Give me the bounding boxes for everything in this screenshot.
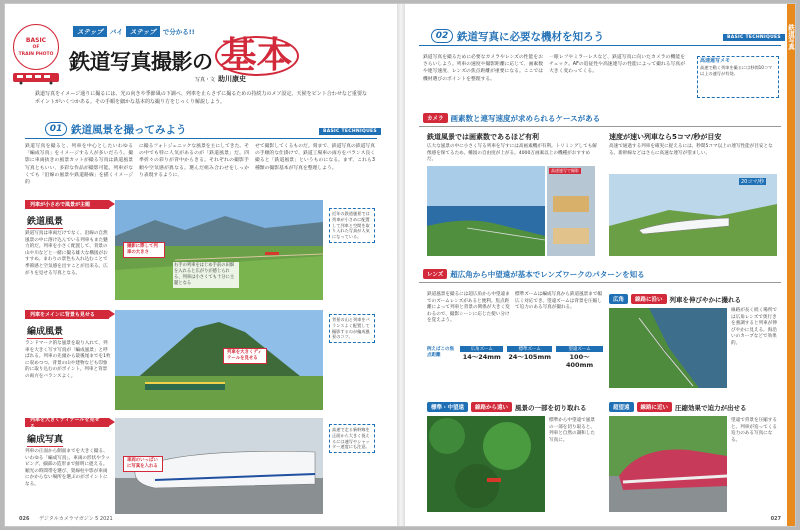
- section2-title: 鉄道写真に必要な機材を知ろう: [457, 30, 604, 43]
- magazine-spread: [4, 3, 796, 527]
- photo-fast-train: [609, 174, 777, 256]
- photo-std-forest: [427, 416, 545, 512]
- focal-tele-value: 100〜400mm: [566, 353, 594, 369]
- camera-bar-text: 画素数と連写速度が求められるケースがある: [450, 113, 601, 123]
- wide-header: [609, 294, 741, 304]
- std-title: 風景の一部を切り取れる: [515, 403, 587, 412]
- focal-wide-label: 広角ズーム: [460, 346, 503, 352]
- side-tab: [787, 4, 796, 526]
- item2-note: 背景の山と列車をバランスよく配置して撮影するのが編成風景のコツ。: [329, 314, 375, 343]
- side-tab-label: 鉄道写真: [787, 24, 795, 50]
- kicker-tail: で分かる!!: [162, 28, 195, 36]
- left-page-number: 026: [19, 516, 30, 522]
- author-label: 写真・文: [195, 76, 216, 83]
- lens-body: 鉄道風景を撮るには超広角から中望遠までのズームレンズがあると便利。焦点距離によって列車と背景の関係が大きく変わるので、撮影シーンに応じた使い分けを覚えよう。: [427, 292, 510, 324]
- tele-chip1: 超望遠: [609, 402, 634, 412]
- item1-body: 鉄道写真は車両だけでなく、沿線の自然風景の中に溶け込んでいる列車もまた魅力的だ。列車を小さく配置して、背景の山や川などと一緒に撮る雄大な構図がおすすめ。まわりの景色も入れ込むことで季節感と空気感を出すことが出来る。広がりを見せる写真となる。: [25, 231, 108, 276]
- std-chip1: 標準・中望遠: [427, 402, 468, 412]
- photo-wide-coast: [609, 308, 727, 388]
- focal-std-label: 標準ズーム: [507, 346, 552, 352]
- lens-rule: [419, 282, 781, 283]
- focal-label-intro: 例えばこの焦点距離: [427, 347, 454, 358]
- item3-callout: 車両のいっぱいに写真を入れる: [123, 456, 163, 472]
- focal-std: [507, 346, 552, 369]
- focal-std-value: 24〜105mm: [508, 353, 552, 361]
- item2-subhead: 列車をメインに背景も見せる: [25, 310, 109, 319]
- section1-rule: [25, 138, 377, 139]
- basic-badge: [13, 24, 59, 70]
- section1-col3: せて撮影してくるものだ。刻まで、鉄道写真の鉄道写真の手順的な仕掛けで、鉄道工場車の両方をバランス良く撮ると「鉄道風景」というものになる。まず、これら3種類の撮影基本が写真を整理しよう。: [255, 144, 375, 171]
- camera-bar: [423, 112, 600, 124]
- std-chip2: 線路から遠い: [471, 402, 512, 412]
- section1-col2: に撮るフォトジェニックな風景を主にしてきた。その中でも特に人気があるのが「鉄道風景」だ。四季折々の彩りが背中からきる。それぞれの撮影手順や空気感が異なる。選んだ組み合わせをしっかり表現するように、: [139, 144, 249, 178]
- memo-box: [697, 56, 779, 98]
- section2-header: [431, 28, 604, 44]
- photo-coast-wide: [427, 166, 545, 256]
- right-page-number: 027: [770, 516, 781, 522]
- inset2-label: 20コマ/秒: [741, 179, 765, 185]
- wide-title: 列車を伸びやかに撮れる: [669, 295, 742, 304]
- right-intro: 鉄道写真を撮るために必要なカメラやレンズの性能をおさらいしよう。列車の速度や撮影距離に応じて、画素数や連写速度、レンズの焦点距離が重要になる。ここでは機材選びのポイントを整理する。: [423, 55, 543, 82]
- title-big: 基本: [215, 36, 299, 76]
- std-body: 標準から中望遠で風景の一部を切り取ると、列車と自然の調和した写真に。: [549, 418, 595, 443]
- item3-category: 編成写真: [27, 432, 63, 447]
- item1-callout: 撮影に際して列車の大きさ: [123, 242, 165, 258]
- lens-chip: レンズ: [423, 269, 447, 279]
- photo-formation-landscape: [115, 310, 323, 410]
- title-main: 鉄道写真撮影の: [69, 50, 213, 74]
- case1-body: 広大な風景の中に小さく写る列車を写すには高画素機が有利。トリミングしても解像感を保てるため、構図の自由度が上がる。4000万画素以上の機種がおすすめだ。: [427, 144, 597, 163]
- item3-body: 列車の正面から側面までを大きく撮る、いわゆる「編成写真」。車両の形状やラッピング、細部の造形まで鮮明に捉える。順光の時間帯を選び、架線柱や影が車両にかからない場所を選ぶのがポイントになる。: [25, 449, 110, 487]
- item3-subhead: 列車を大きくディテールを見せる: [25, 418, 109, 427]
- tele-header: [609, 402, 747, 412]
- focal-wide-value: 14〜24mm: [462, 353, 501, 361]
- case2-title: 速度が速い列車なら5コマ/秒が目安: [609, 133, 722, 141]
- tele-chip2: 線路に近い: [637, 402, 673, 412]
- author-name: 助川康史: [218, 75, 247, 83]
- focal-tele: [556, 346, 603, 369]
- intro-text: 鉄道写真をイメージ通りに撮るには、光の向きや季節風の下調べ、列車を止らさずに撮るための持続力のメソ設定、天候をピント合わせなど重要なポイントがいくつかある。その手順を細かな基本的な撮り方をじっくり解説しよう。: [35, 91, 367, 105]
- item2-category: 編成風景: [27, 324, 63, 339]
- photo-tele-komachi: [609, 416, 727, 512]
- wide-body: 線路が長く続く場所では広角レンズで奥行きを強調すると列車が伸びやかに見える。海沿いのカーブなどで効果的。: [731, 308, 777, 346]
- std-header: [427, 402, 587, 412]
- item2-callout: 列車を大きくディテールを見せる: [223, 348, 267, 364]
- kicker-step1: ステップ: [73, 26, 107, 37]
- tele-title: 圧縮効果で迫力が出せる: [675, 403, 747, 412]
- item1-caption: 右手の列車をはじめ手前の田畑を入れると広がりが感じられる、列車は小さくても十分に主題となる: [173, 262, 239, 288]
- right-intro2: 一眼レフやミラーレスなど、鉄道写真に向いたカメラの機能をチェック。AFの追従性や高速連写の性能によって撮れる写真が大きく変わってくる。: [549, 55, 685, 75]
- section1-header: [45, 121, 187, 137]
- page-title: [69, 36, 299, 76]
- camera-rule: [419, 126, 781, 127]
- left-footer: デジタルカメラマガジン 5 2021: [39, 516, 113, 522]
- badge-line3: TRAIN PHOTO: [18, 51, 54, 57]
- kicker-step2: ステップ: [126, 26, 160, 37]
- tele-body: 望遠で背景を圧縮すると、列車が迫ってくる迫力のある写真になる。: [731, 418, 777, 443]
- focal-tele-label: 望遠ズーム: [556, 346, 603, 352]
- badge-line1: BASIC: [25, 36, 47, 44]
- wide-chip2: 線路に沿い: [631, 294, 667, 304]
- left-page: [5, 4, 397, 526]
- section2-tag: BASIC TECHNIQUES: [723, 34, 785, 41]
- focal-table: [427, 346, 603, 369]
- item1-category: 鉄道風景: [27, 214, 63, 229]
- train-icon: [11, 70, 63, 86]
- photo-trim-inset: [547, 166, 595, 256]
- kicker-bai: バイ: [109, 28, 123, 36]
- inset1-label: 高速連写で撮影: [551, 168, 579, 173]
- memo-title: 高速連写メモ: [700, 58, 731, 64]
- right-page: [405, 4, 796, 526]
- section1-number: 01: [45, 122, 67, 136]
- section2-rule: [419, 45, 781, 46]
- case2-body: 高速で通過する列車を確実に捉えるには、秒間5コマ以上の連写性能が目安となる。新幹線などはさらに高速な連写が望ましい。: [609, 144, 773, 156]
- section1-tag: BASIC TECHNIQUES: [319, 128, 381, 135]
- item3-note: 高速で走る新幹線を正面から大きく捉えるには連写やシャッター速度にも注意。: [329, 424, 375, 453]
- section2-number: 02: [431, 29, 453, 43]
- lens-body2: 標準ズームは編成写真から鉄道風景まで幅広く対応でき、望遠ズームは背景を圧縮して迫力のある写真が撮れる。: [515, 292, 603, 311]
- focal-wide: [460, 346, 503, 369]
- lens-bar: [423, 268, 645, 280]
- memo-body: 高速で動く列車を撮るには秒間10コマ以上の連写が有効。: [700, 64, 773, 76]
- author: [195, 74, 246, 84]
- section1-col1: 鉄道写真を撮ると、列車を中心としたいわゆる「編成写真」をイメージする人が多いだろう。撮影に車両抜きの風景カットが撮る写真は鉄道風景写真ともいい、多彩な作品が撮影可能。列車がなくても「沿線の風景や鉄道路線」を描くイメージ的: [25, 144, 133, 186]
- camera-chip: カメラ: [423, 113, 448, 123]
- section1-title: 鉄道風景を撮ってみよう: [71, 123, 187, 136]
- item1-subhead: 列車が小さめで風景が主題: [25, 200, 109, 209]
- gutter: [397, 4, 405, 526]
- badge-line2: OF: [32, 44, 40, 50]
- wide-chip1: 広角: [609, 294, 628, 304]
- lens-bar-text: 超広角から中望遠が基本でレンズワークのパターンを知る: [450, 269, 645, 279]
- item1-note: 近年の鉄道風景では列車が小さめに配置して列車と空間を取り入れた写真が人気になっている。: [329, 208, 375, 243]
- item2-body: ランドマーク的な風景を取り入れて、列車を大きく写す写真が「編成風景」と呼ばれる。列車の先頭から最後尾までを1枚に収めつつ、背景の山や建物なども印象的に取り込むのがポイント。列車と背景の両方をバランスよく。: [25, 341, 111, 379]
- case1-title: 鉄道風景では画素数であるほど有利: [427, 133, 539, 141]
